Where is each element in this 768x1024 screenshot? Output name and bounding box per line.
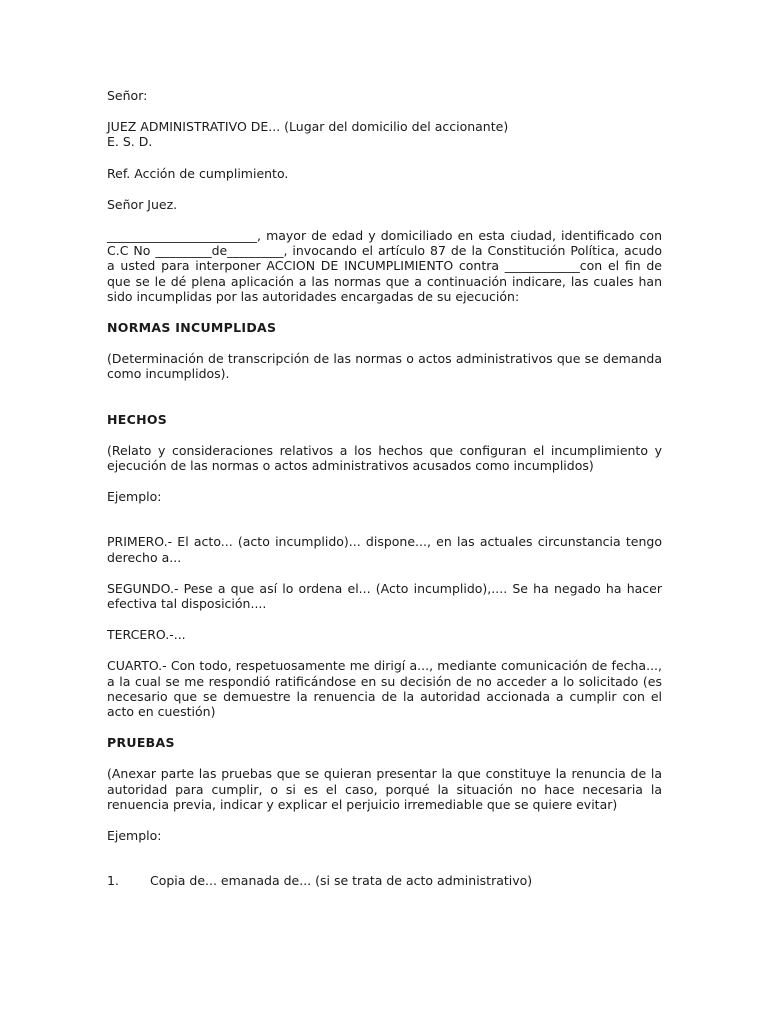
salutation: Señor: — [107, 88, 148, 103]
hecho-tercero: TERCERO.-... — [107, 627, 186, 643]
document-page — [107, 88, 662, 889]
list-item-text: Copia de... emanada de... (si se trata de acto administrativo) — [150, 873, 533, 889]
reference-line: Ref. Acción de cumplimiento. — [107, 165, 289, 181]
list-item-number: 1. — [107, 873, 119, 889]
addressee-line-1: JUEZ ADMINISTRATIVO DE... (Lugar del domicilio del accionante) — [107, 119, 509, 135]
hechos-heading: HECHOS — [107, 411, 168, 427]
hechos-example-label: Ejemplo: — [107, 489, 162, 505]
hecho-cuarto: CUARTO.- Con todo, respetuosamente me dirigí a..., mediante comunicación de fecha..., a la cual se me respondió ratificándose en su decisión de no acceder a lo solicitado (es necesario que se demuestre la renuencia de la autoridad accionada a cumplir con el acto en cuestión) — [107, 658, 662, 720]
hecho-primero: PRIMERO.- El acto... (acto incumplido)... dispone..., en las actuales circunstancia tengo derecho a... — [107, 534, 662, 565]
pruebas-paragraph: (Anexar parte las pruebas que se quieran presentar la que constituye la renuncia de la autoridad para cumplir, o si es el caso, porqué la situación no hace necesaria la renuencia previa, indicar y explicar el perjuicio irremediable que se quiere evitar) — [107, 766, 662, 812]
hechos-paragraph: (Relato y consideraciones relativos a los hechos que configuran el incumplimiento y ejecución de las normas o actos administrativos acusados como incumplidos) — [107, 442, 662, 474]
intro-paragraph: ________________________, mayor de edad y domiciliado en esta ciudad, identificado con C.C No _________de_________, invocando el artículo 87 de la Constitución Política, acudo a usted para interponer ACCION DE INCUMPLIMIENTO contra ____________con el fin de que se le dé plena aplicación a las normas que a continuación indicare, las cuales han sido incumplidas por las autoridades encargadas de su ejecución: — [107, 228, 662, 304]
normas-heading: NORMAS INCUMPLIDAS — [107, 320, 277, 336]
addressee-line-2: E. S. D. — [107, 134, 153, 150]
pruebas-heading: PRUEBAS — [107, 735, 175, 751]
normas-paragraph: (Determinación de transcripción de las normas o actos administrativos que se demanda como incumplidos). — [107, 351, 662, 382]
addressee-block — [107, 119, 662, 149]
list-item — [107, 873, 662, 888]
greeting: Señor Juez. — [107, 196, 178, 212]
hecho-segundo: SEGUNDO.- Pese a que así lo ordena el... (Acto incumplido),.... Se ha negado ha hacer efectiva tal disposición.... — [107, 580, 662, 612]
pruebas-example-label: Ejemplo: — [107, 828, 162, 844]
